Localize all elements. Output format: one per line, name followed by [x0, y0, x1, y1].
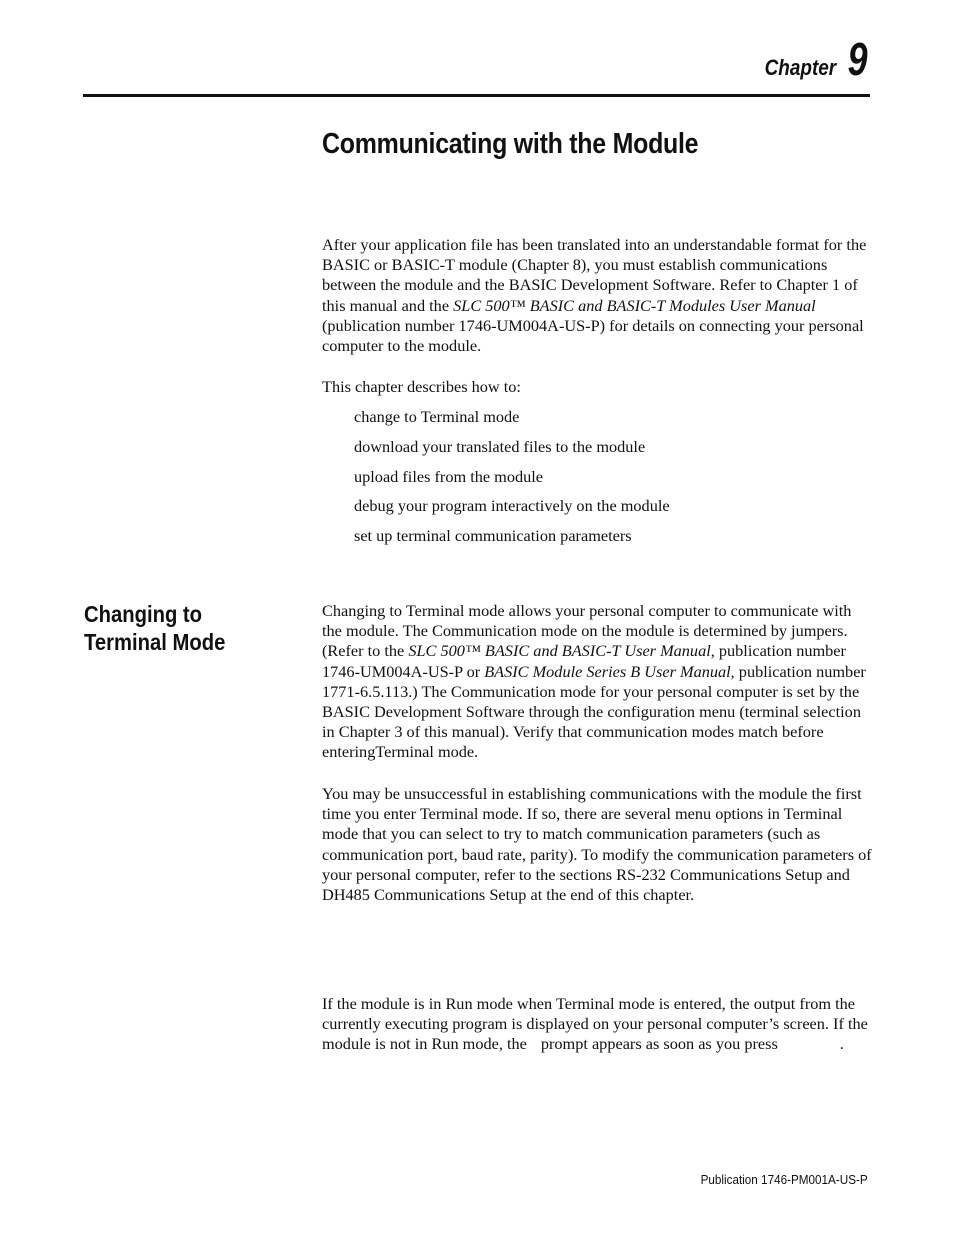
- runmode-line-1: If the module is in Run mode when Terminal mode is entered, the output from the: [322, 994, 856, 1013]
- changing-manual-title-1: SLC 500™ BASIC and BASIC-T User Manual: [408, 641, 711, 661]
- list-item: download your translated files to the module: [354, 436, 646, 456]
- chapter-number: 9: [848, 33, 868, 85]
- changing-text-1: Changing to Terminal mode allows your personal computer to communicate with the module. The Communication mode on the module is determined by jumpers. (Refer to the: [322, 601, 852, 661]
- unsuccessful-paragraph: [322, 784, 872, 905]
- changing-text-2: , publication number 1746-UM004A-US-P or: [322, 641, 846, 681]
- list-item: upload files from the module: [354, 466, 543, 486]
- section-heading: Changing to Terminal Mode: [84, 601, 226, 655]
- footer-publication: Publication 1746-PM001A-US-P: [700, 1172, 868, 1187]
- intro-text-1: After your application file has been translated into an understandable format for the BASIC or BASIC-T module (Chapter 8), you must establish communications between the module and the BASIC Development Software. Refer to Chapter 1 of this manual and the: [322, 235, 867, 315]
- intro-text-2: (publication number 1746-UM004A-US-P) for details on connecting your personal computer to the module.: [322, 315, 864, 356]
- intro-paragraph: [322, 235, 872, 356]
- chapter-header: [753, 32, 868, 85]
- runmode-line-3: [322, 1034, 872, 1054]
- unsuccessful-text: You may be unsuccessful in establishing communications with the module the first time you enter Terminal mode. If so, there are several menu options in Terminal mode that you can select to try to match communication parameters (such as communication port, baud rate, parity). To modify the communication parameters of your personal computer, refer to the sections RS-232 Communications Setup and DH485 Communications Setup at the end of this chapter.: [322, 784, 872, 905]
- runmode-text-3c: .: [839, 1034, 844, 1054]
- intro-manual-title: SLC 500™ BASIC and BASIC-T Modules User Manual: [453, 295, 816, 315]
- header-rule: [83, 94, 870, 97]
- task-list: [354, 405, 670, 554]
- runmode-paragraph: [322, 994, 872, 1055]
- list-item: set up terminal communication parameters: [354, 526, 632, 546]
- page-title: Communicating with the Module: [322, 128, 699, 160]
- changing-paragraph: [322, 601, 872, 763]
- list-item: change to Terminal mode: [354, 407, 520, 426]
- changing-manual-title-2: BASIC Module Series B User Manual: [484, 661, 731, 681]
- describes-intro: This chapter describes how to:: [322, 377, 521, 396]
- runmode-text-3a: module is not in Run mode, the: [322, 1034, 527, 1054]
- runmode-line-2: currently executing program is displayed on your personal computer’s screen. If the: [322, 1014, 868, 1034]
- runmode-text-3b: prompt appears as soon as you press: [540, 1034, 778, 1054]
- changing-text-3: , publication number 1771-6.5.113.) The Communication mode for your personal computer is set by the BASIC Development Software through the configuration menu (terminal selection in Chapter 3 of this manual). Verify that communication modes match before enteringTerminal mode.: [322, 661, 866, 762]
- list-item: debug your program interactively on the module: [354, 496, 670, 516]
- chapter-label: Chapter: [764, 55, 837, 80]
